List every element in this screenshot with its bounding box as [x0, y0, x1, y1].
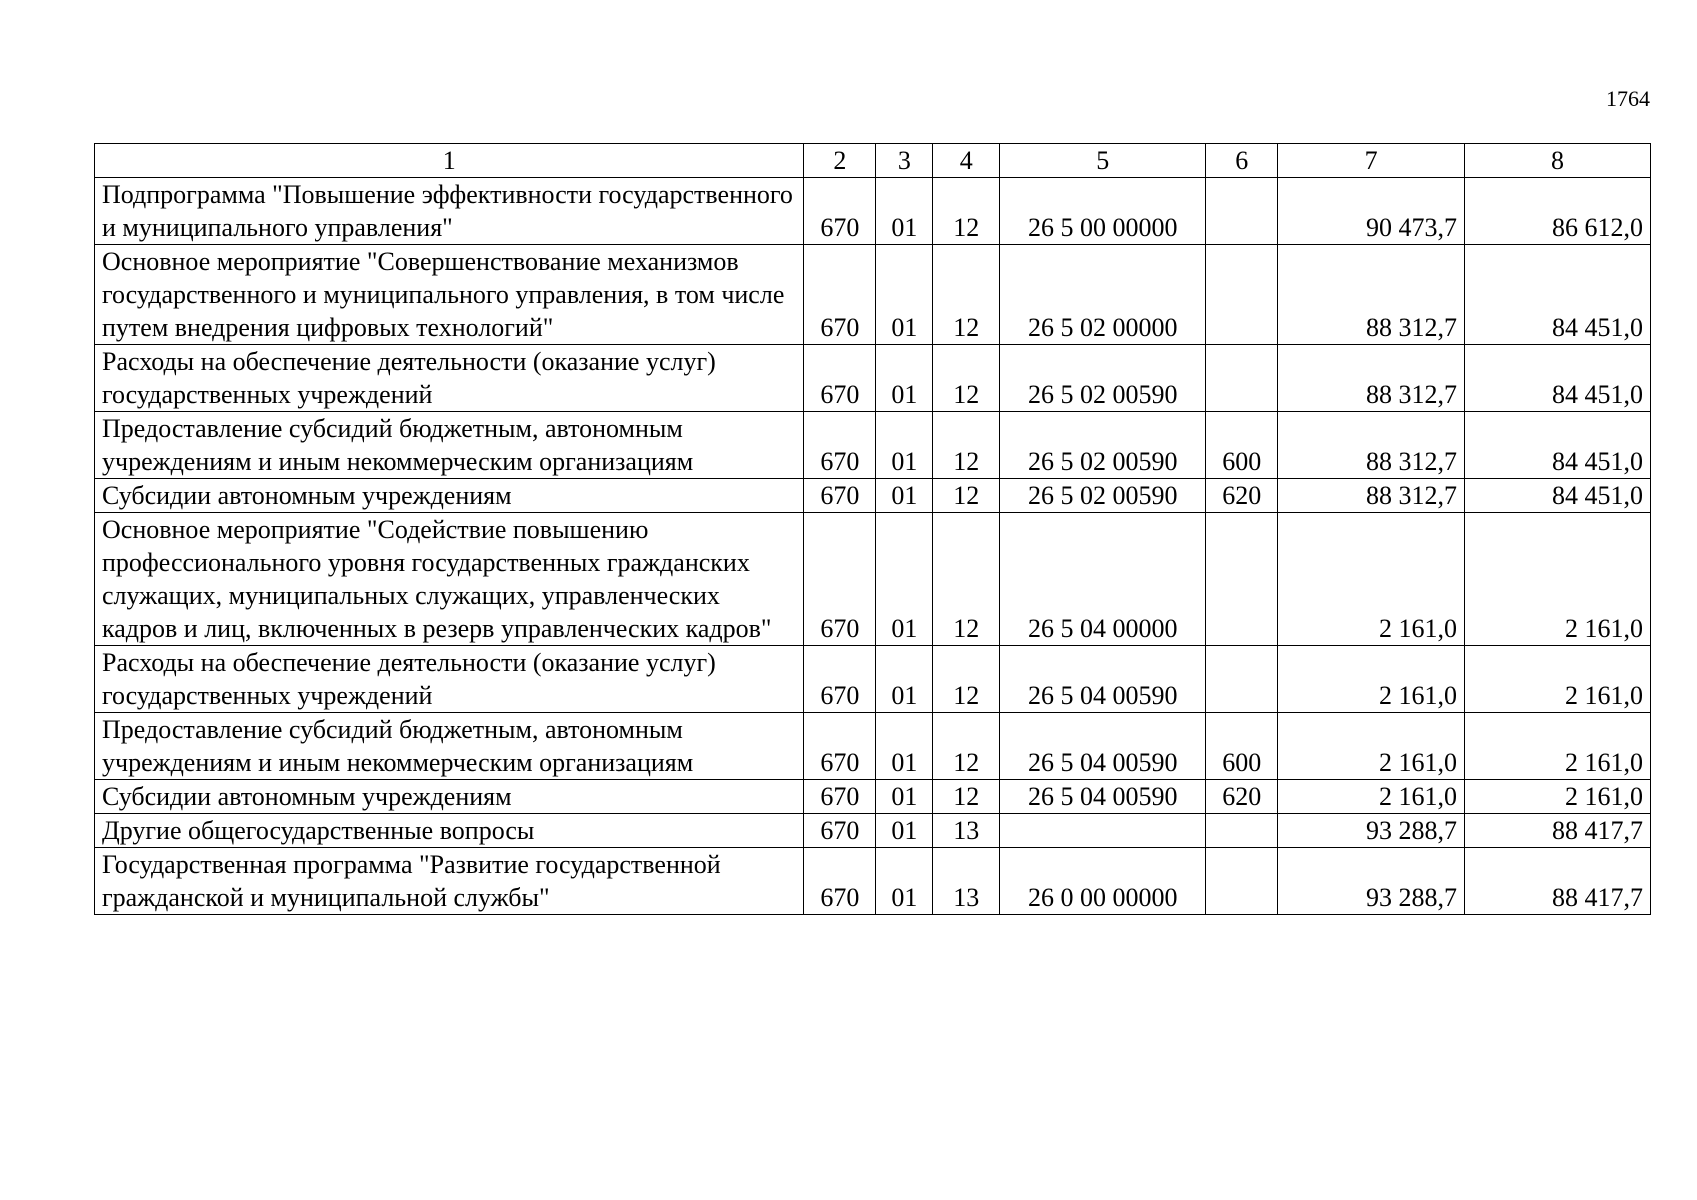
- cell-subsection: 13: [933, 848, 1000, 915]
- cell-expense-type: 620: [1206, 780, 1278, 814]
- cell-expense-type: [1206, 513, 1278, 646]
- cell-expense-type: 620: [1206, 479, 1278, 513]
- cell-amount-7: 88 312,7: [1278, 412, 1465, 479]
- header-cell: 5: [1000, 144, 1206, 178]
- cell-amount-7: 93 288,7: [1278, 814, 1465, 848]
- cell-amount-8: 84 451,0: [1465, 245, 1651, 345]
- table-row: [95, 245, 1651, 345]
- cell-section: 01: [876, 345, 933, 412]
- cell-description: Расходы на обеспечение деятельности (оказание услуг) государственных учреждений: [95, 646, 804, 713]
- table-row: [95, 412, 1651, 479]
- cell-amount-7: 88 312,7: [1278, 345, 1465, 412]
- cell-section: 01: [876, 780, 933, 814]
- cell-amount-8: 84 451,0: [1465, 479, 1651, 513]
- cell-description: Предоставление субсидий бюджетным, автономным учреждениям и иным некоммерческим организациям: [95, 412, 804, 479]
- header-cell: 2: [804, 144, 876, 178]
- cell-description: Другие общегосударственные вопросы: [95, 814, 804, 848]
- cell-expense-type: 600: [1206, 412, 1278, 479]
- cell-description: Основное мероприятие "Совершенствование механизмов государственного и муниципального управления, в том числе путем внедрения цифровых технологий": [95, 245, 804, 345]
- cell-ministry-code: 670: [804, 848, 876, 915]
- cell-description: Государственная программа "Развитие государственной гражданской и муниципальной службы": [95, 848, 804, 915]
- table-row: [95, 178, 1651, 245]
- cell-description: Основное мероприятие "Содействие повышению профессионального уровня государственных гражданских служащих, муниципальных служащих, управленческих кадров и лиц, включенных в резерв управленческих кадров": [95, 513, 804, 646]
- table-row: [95, 713, 1651, 780]
- cell-ministry-code: 670: [804, 245, 876, 345]
- cell-section: 01: [876, 848, 933, 915]
- header-cell: 3: [876, 144, 933, 178]
- table-row: [95, 780, 1651, 814]
- cell-ministry-code: 670: [804, 814, 876, 848]
- cell-target-article: 26 5 02 00590: [1000, 345, 1206, 412]
- cell-target-article: 26 5 00 00000: [1000, 178, 1206, 245]
- cell-expense-type: [1206, 814, 1278, 848]
- cell-subsection: 12: [933, 412, 1000, 479]
- cell-section: 01: [876, 479, 933, 513]
- cell-amount-8: 86 612,0: [1465, 178, 1651, 245]
- cell-description: Подпрограмма "Повышение эффективности государственного и муниципального управления": [95, 178, 804, 245]
- cell-subsection: 12: [933, 646, 1000, 713]
- cell-amount-7: 2 161,0: [1278, 713, 1465, 780]
- cell-description: Расходы на обеспечение деятельности (оказание услуг) государственных учреждений: [95, 345, 804, 412]
- cell-ministry-code: 670: [804, 713, 876, 780]
- cell-amount-8: 84 451,0: [1465, 412, 1651, 479]
- header-cell: 1: [95, 144, 804, 178]
- cell-subsection: 12: [933, 780, 1000, 814]
- cell-subsection: 12: [933, 713, 1000, 780]
- cell-description: Предоставление субсидий бюджетным, автономным учреждениям и иным некоммерческим организациям: [95, 713, 804, 780]
- cell-amount-8: 2 161,0: [1465, 646, 1651, 713]
- cell-expense-type: [1206, 848, 1278, 915]
- cell-target-article: 26 5 04 00590: [1000, 780, 1206, 814]
- cell-target-article: 26 5 02 00590: [1000, 412, 1206, 479]
- cell-amount-7: 93 288,7: [1278, 848, 1465, 915]
- cell-expense-type: [1206, 245, 1278, 345]
- cell-amount-8: 2 161,0: [1465, 780, 1651, 814]
- cell-section: 01: [876, 412, 933, 479]
- cell-section: 01: [876, 513, 933, 646]
- cell-description: Субсидии автономным учреждениям: [95, 479, 804, 513]
- cell-ministry-code: 670: [804, 479, 876, 513]
- cell-target-article: [1000, 814, 1206, 848]
- cell-amount-7: 2 161,0: [1278, 780, 1465, 814]
- table-row: [95, 345, 1651, 412]
- cell-expense-type: 600: [1206, 713, 1278, 780]
- cell-amount-8: 88 417,7: [1465, 848, 1651, 915]
- cell-amount-8: 2 161,0: [1465, 713, 1651, 780]
- cell-target-article: 26 5 04 00590: [1000, 646, 1206, 713]
- cell-subsection: 12: [933, 178, 1000, 245]
- cell-ministry-code: 670: [804, 412, 876, 479]
- header-cell: 8: [1465, 144, 1651, 178]
- cell-subsection: 12: [933, 345, 1000, 412]
- cell-expense-type: [1206, 646, 1278, 713]
- cell-description: Субсидии автономным учреждениям: [95, 780, 804, 814]
- header-row: [95, 144, 1651, 178]
- cell-amount-8: 2 161,0: [1465, 513, 1651, 646]
- cell-section: 01: [876, 245, 933, 345]
- cell-target-article: 26 5 02 00590: [1000, 479, 1206, 513]
- table-row: [95, 814, 1651, 848]
- cell-target-article: 26 5 04 00590: [1000, 713, 1206, 780]
- cell-expense-type: [1206, 178, 1278, 245]
- cell-section: 01: [876, 814, 933, 848]
- header-cell: 6: [1206, 144, 1278, 178]
- header-cell: 7: [1278, 144, 1465, 178]
- cell-subsection: 12: [933, 479, 1000, 513]
- table-row: [95, 848, 1651, 915]
- cell-ministry-code: 670: [804, 780, 876, 814]
- cell-section: 01: [876, 178, 933, 245]
- cell-target-article: 26 5 04 00000: [1000, 513, 1206, 646]
- cell-ministry-code: 670: [804, 345, 876, 412]
- cell-target-article: 26 5 02 00000: [1000, 245, 1206, 345]
- cell-subsection: 12: [933, 513, 1000, 646]
- cell-amount-7: 88 312,7: [1278, 245, 1465, 345]
- page-number: 1764: [1606, 86, 1650, 111]
- cell-section: 01: [876, 713, 933, 780]
- cell-section: 01: [876, 646, 933, 713]
- cell-target-article: 26 0 00 00000: [1000, 848, 1206, 915]
- cell-amount-8: 84 451,0: [1465, 345, 1651, 412]
- table-row: [95, 513, 1651, 646]
- cell-amount-7: 88 312,7: [1278, 479, 1465, 513]
- cell-ministry-code: 670: [804, 178, 876, 245]
- table-row: [95, 479, 1651, 513]
- cell-amount-7: 2 161,0: [1278, 646, 1465, 713]
- cell-subsection: 12: [933, 245, 1000, 345]
- cell-expense-type: [1206, 345, 1278, 412]
- header-cell: 4: [933, 144, 1000, 178]
- cell-amount-7: 2 161,0: [1278, 513, 1465, 646]
- table-row: [95, 646, 1651, 713]
- cell-subsection: 13: [933, 814, 1000, 848]
- cell-amount-8: 88 417,7: [1465, 814, 1651, 848]
- table-body: [95, 178, 1651, 915]
- cell-ministry-code: 670: [804, 646, 876, 713]
- cell-amount-7: 90 473,7: [1278, 178, 1465, 245]
- cell-ministry-code: 670: [804, 513, 876, 646]
- budget-table: [94, 143, 1651, 915]
